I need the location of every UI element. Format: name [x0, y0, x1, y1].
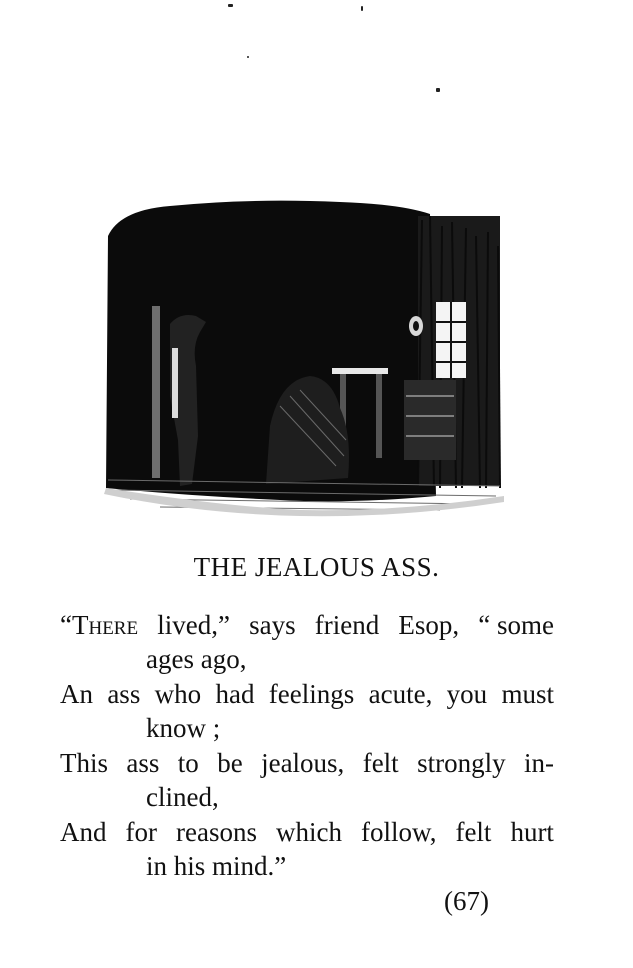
verse-word: had — [215, 679, 255, 709]
verse-word: which — [275, 817, 342, 847]
verse-word: “There — [60, 610, 139, 640]
verse-word: feelings — [268, 679, 355, 709]
verse-word: hurt — [510, 817, 554, 847]
verse-line-1 — [60, 608, 554, 642]
verse-word: “ some — [478, 610, 554, 640]
print-speck — [436, 88, 440, 92]
verse-word: And — [60, 817, 107, 847]
print-speck — [361, 6, 363, 11]
verse-word: ass — [107, 679, 141, 709]
verse-word: follow, — [360, 817, 437, 847]
verse-word: jealous, — [261, 748, 345, 778]
verse-word: for — [125, 817, 157, 847]
verse-line-8: in his mind.” — [146, 851, 287, 881]
verse-word: An — [60, 679, 93, 709]
verse-line-7 — [60, 815, 554, 849]
engraving-illustration — [100, 196, 512, 518]
verse-word: felt — [362, 748, 399, 778]
small-caps-word: There — [71, 610, 139, 640]
verse-word: Esop, — [398, 610, 460, 640]
verse-line-5 — [60, 746, 554, 780]
verse-word: says — [249, 610, 296, 640]
verse-word: to — [177, 748, 199, 778]
verse-word: in- — [523, 748, 554, 778]
verse-word: you — [446, 679, 488, 709]
verse-line-4: know ; — [146, 713, 221, 743]
verse-line-3 — [60, 677, 554, 711]
verse-line-2: ages ago, — [146, 644, 247, 674]
verse-line-6: clined, — [146, 782, 219, 812]
verse-word: be — [217, 748, 243, 778]
verse-word: ass — [126, 748, 160, 778]
verse-word: lived,” — [157, 610, 230, 640]
verse-word: strongly — [417, 748, 506, 778]
print-speck — [228, 4, 233, 7]
verse-word: This — [60, 748, 109, 778]
verse-word: acute, — [368, 679, 433, 709]
verse-word: felt — [455, 817, 492, 847]
verse-word: reasons — [175, 817, 257, 847]
verse-word: who — [154, 679, 202, 709]
page-number: (67) — [444, 886, 489, 916]
print-speck — [247, 56, 249, 58]
verse-word: friend — [314, 610, 380, 640]
engraving-svg — [100, 196, 512, 518]
poem-title: THE JEALOUS ASS. — [193, 552, 440, 582]
verse-word: must — [501, 679, 554, 709]
